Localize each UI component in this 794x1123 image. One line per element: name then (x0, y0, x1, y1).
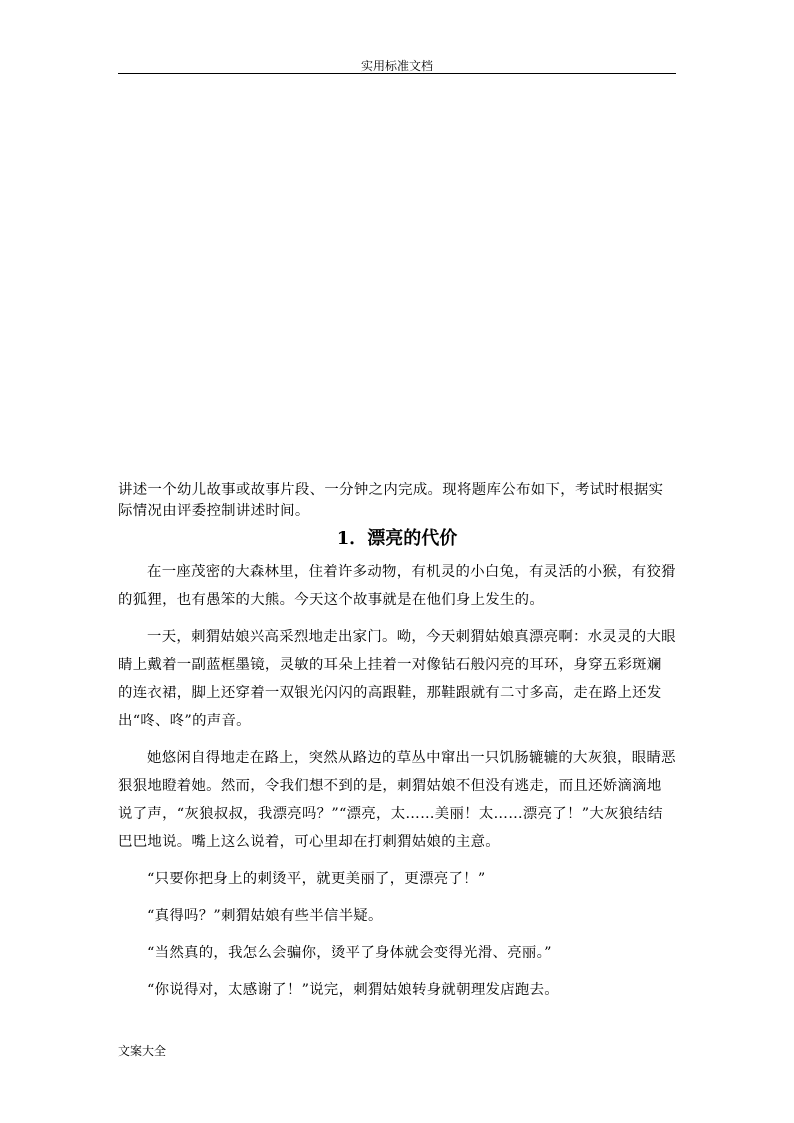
paragraph: “你说得对，太感谢了！”说完，刺猬姑娘转身就朝理发店跑去。 (147, 982, 559, 998)
story-title: 1．漂亮的代价 (336, 528, 458, 549)
page-header-title: 实用标准文档 (360, 59, 433, 73)
paragraph: 在一座茂密的大森林里，住着许多动物，有机灵的小白兔，有灵活的小猴，有狡猾的狐狸，也有愚笨的大熊。今天这个故事就是在他们身上发生的。 (118, 564, 676, 608)
paragraph: “真得吗？”刺猬姑娘有些半信半疑。 (147, 908, 383, 924)
paragraph: 一天，刺猬姑娘兴高采烈地走出家门。呦，今天刺猬姑娘真漂亮啊：水灵灵的大眼睛上戴着一副蓝框墨镜，灵敏的耳朵上挂着一对像钻石般闪亮的耳环，身穿五彩斑斓的连衣裙，脚上还穿着一双银光闪闪的高跟鞋，那鞋跟就有二寸多高，走在路上还发出“咚、咚”的声音。 (118, 629, 676, 729)
header-divider (118, 73, 676, 74)
document-body (118, 480, 676, 1013)
paragraph: 她悠闲自得地走在路上，突然从路边的草丛中窜出一只饥肠辘辘的大灰狼，眼睛恶狠狠地瞪着她。然而，令我们想不到的是，刺猬姑娘不但没有逃走，而且还娇滴滴地说了声，“灰狼叔叔，我漂亮吗？”“漂亮，太……美丽！太……漂亮了！”大灰狼结结巴巴地说。嘴上这么说着，可心里却在打刺猬姑娘的主意。 (118, 750, 676, 850)
page-footer-text: 文案大全 (118, 1044, 167, 1058)
paragraph: “当然真的，我怎么会骗你，烫平了身体就会变得光滑、亮丽。” (147, 945, 552, 961)
paragraph: “只要你把身上的刺烫平，就更美丽了，更漂亮了！” (147, 871, 486, 887)
intro-text: 讲述一个幼儿故事或故事片段、一分钟之内完成。现将题库公布如下，考试时根据实际情况由评委控制讲述时间。 (118, 482, 664, 519)
